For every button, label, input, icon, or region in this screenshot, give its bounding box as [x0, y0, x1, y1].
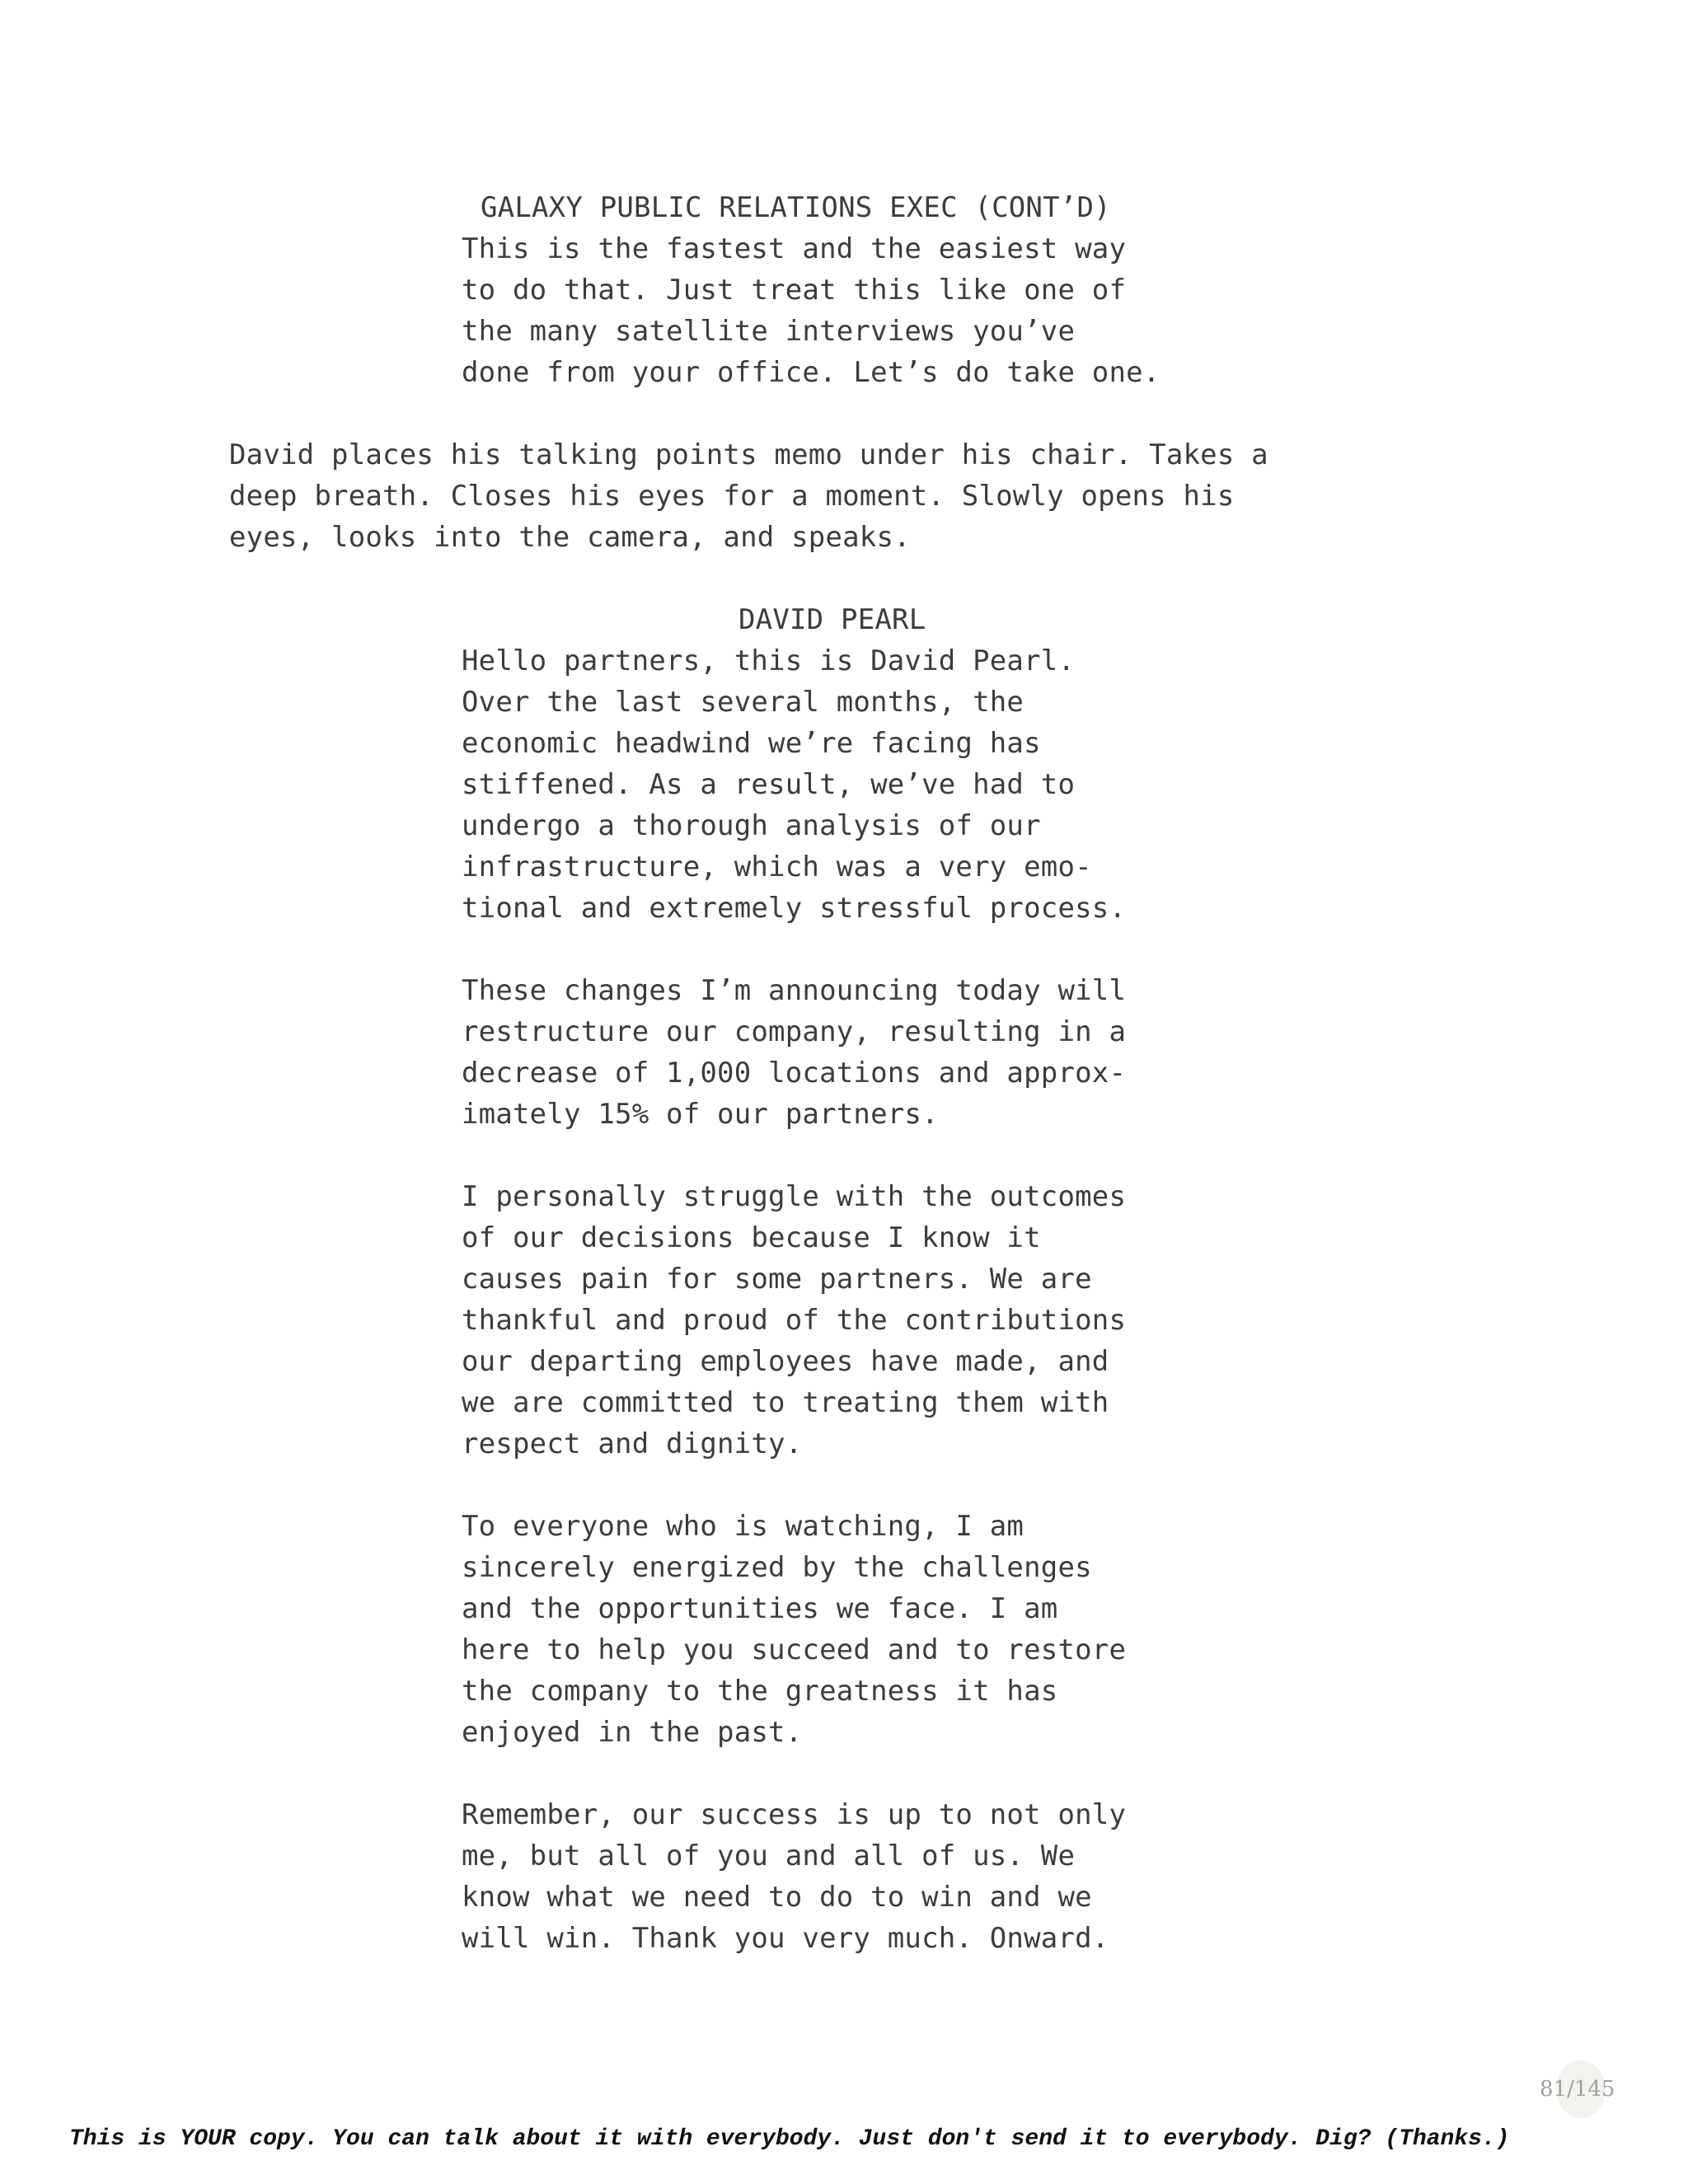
speech-paragraph-1 — [462, 640, 1126, 929]
character-cue-david-pearl: DAVID PEARL — [738, 603, 926, 636]
speech-paragraph-4 — [462, 1506, 1126, 1753]
dialogue-line: and the opportunities we face. I am — [462, 1592, 1058, 1625]
dialogue-line: stiffened. As a result, we’ve had to — [462, 768, 1076, 801]
dialogue-line: causes pain for some partners. We are — [462, 1263, 1092, 1296]
dialogue-line: the company to the greatness it has — [462, 1675, 1058, 1708]
dialogue-line: decrease of 1,000 locations and approx- — [462, 1057, 1127, 1090]
dialogue-line: our departing employees have made, and — [462, 1345, 1109, 1378]
dialogue-line: to do that. Just treat this like one of — [462, 274, 1127, 307]
dialogue-line: me, but all of you and all of us. We — [462, 1840, 1076, 1872]
footer-notice: This is YOUR copy. You can talk about it with everybody. Just don't send it to everybody. Dig? (Thanks.) — [69, 2126, 1510, 2152]
dialogue-line: To everyone who is watching, I am — [462, 1510, 1025, 1543]
dialogue-line: restructure our company, resulting in a — [462, 1015, 1127, 1048]
speech-paragraph-3 — [462, 1176, 1126, 1465]
dialogue-line: Hello partners, this is David Pearl. — [462, 644, 1076, 677]
dialogue-line: of our decisions because I know it — [462, 1221, 1041, 1254]
dialogue-line: These changes I’m announcing today will — [462, 974, 1127, 1007]
dialogue-line: respect and dignity. — [462, 1427, 803, 1460]
dialogue-line: enjoyed in the past. — [462, 1716, 803, 1749]
page-number: 81/145 — [1540, 2077, 1615, 2102]
dialogue-line: undergo a thorough analysis of our — [462, 809, 1041, 842]
speech-paragraph-5 — [462, 1794, 1126, 1959]
dialogue-line: done from your office. Let’s do take one. — [462, 356, 1160, 389]
dialogue-line: the many satellite interviews you’ve — [462, 315, 1076, 348]
dialogue-line: will win. Thank you very much. Onward. — [462, 1922, 1109, 1955]
dialogue-line: know what we need to do to win and we — [462, 1881, 1092, 1914]
dialogue-line: thankful and proud of the contributions — [462, 1304, 1127, 1337]
dialogue-line: Over the last several months, the — [462, 686, 1025, 719]
dialogue-line: I personally struggle with the outcomes — [462, 1180, 1127, 1213]
action-line: eyes, looks into the camera, and speaks. — [229, 521, 911, 554]
character-cue-pr-exec: GALAXY PUBLIC RELATIONS EXEC (CONT’D) — [481, 191, 1111, 224]
action-paragraph — [229, 434, 1268, 558]
dialogue-line: we are committed to treating them with — [462, 1386, 1109, 1419]
dialogue-line: here to help you succeed and to restore — [462, 1633, 1127, 1666]
action-line: David places his talking points memo under his chair. Takes a — [229, 438, 1268, 471]
dialogue-line: sincerely energized by the challenges — [462, 1551, 1092, 1584]
dialogue-pr-exec — [462, 228, 1160, 393]
dialogue-line: Remember, our success is up to not only — [462, 1798, 1127, 1831]
dialogue-line: economic headwind we’re facing has — [462, 727, 1041, 760]
dialogue-line: tional and extremely stressful process. — [462, 892, 1127, 925]
dialogue-line: imately 15% of our partners. — [462, 1098, 939, 1131]
dialogue-line: This is the fastest and the easiest way — [462, 232, 1127, 265]
action-line: deep breath. Closes his eyes for a moment. Slowly opens his — [229, 480, 1235, 513]
dialogue-line: infrastructure, which was a very emo- — [462, 851, 1092, 883]
speech-paragraph-2 — [462, 970, 1126, 1135]
